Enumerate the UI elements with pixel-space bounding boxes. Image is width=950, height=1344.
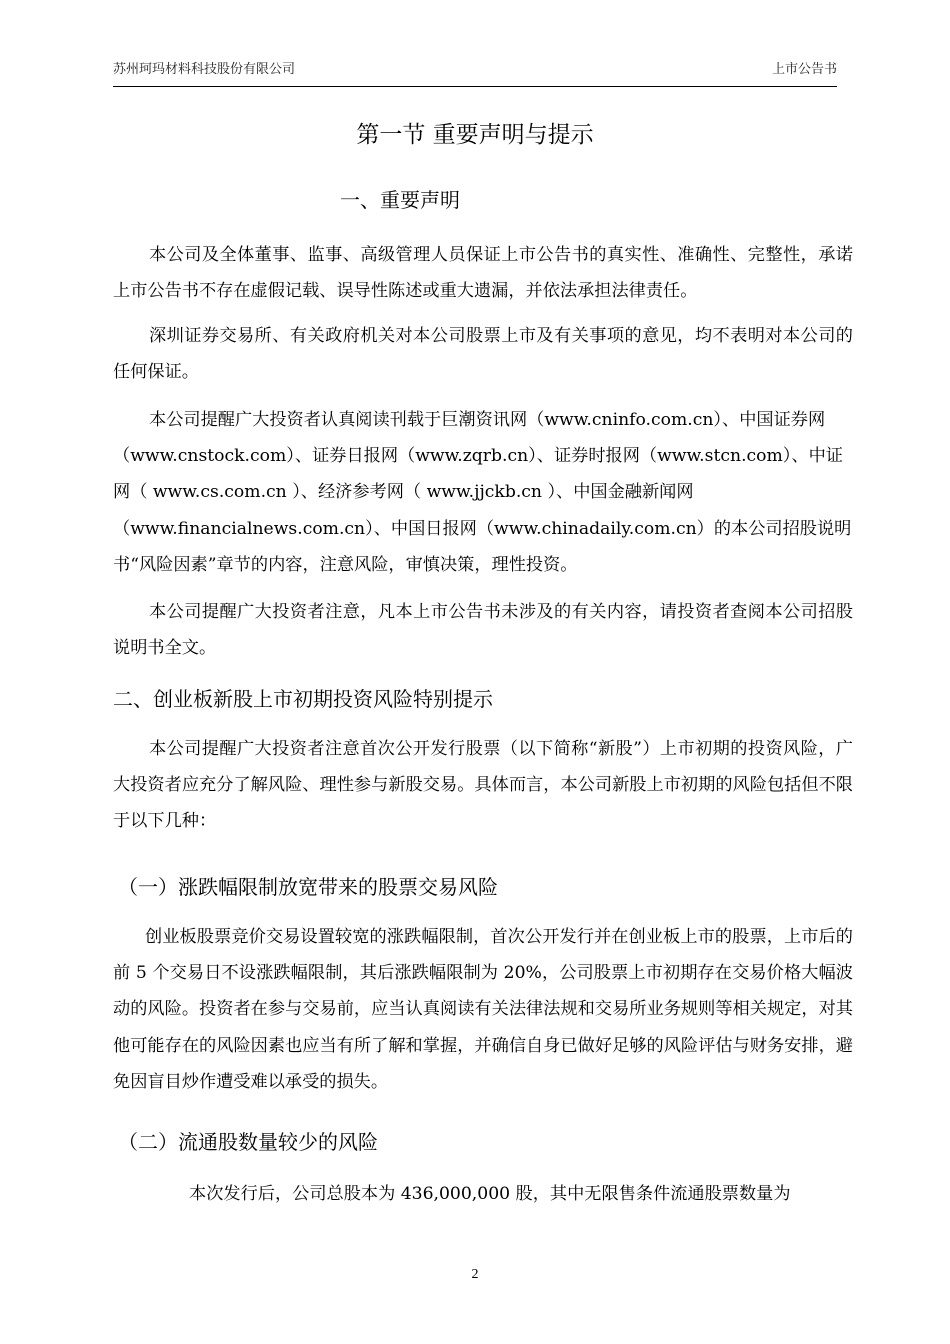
heading-risk-notice: 二、创业板新股上市初期投资风险特别提示 xyxy=(113,687,493,711)
section-title: 第一节 重要声明与提示 xyxy=(356,122,594,148)
risk-intro-paragraph: 本公司提醒广大投资者注意首次公开发行股票（以下简称“新股”）上市初期的投资风险，广大投资者应充分了解风险、理性参与新股交易。具体而言，本公司新股上市初期的风险包括但不限于以下几种： xyxy=(113,739,853,832)
heading-important-statement: 一、重要声明 xyxy=(340,188,460,212)
header-document-type: 上市公告书 xyxy=(771,62,837,77)
heading-float-shares-risk: （二）流通股数量较少的风险 xyxy=(118,1130,378,1154)
page-number: 2 xyxy=(471,1267,479,1282)
header-company-name: 苏州珂玛材料科技股份有限公司 xyxy=(113,62,296,77)
heading-price-limit-risk: （一）涨跌幅限制放宽带来的股票交易风险 xyxy=(118,875,498,899)
price-limit-risk-paragraph: 创业板股票竞价交易设置较宽的涨跌幅限制，首次公开发行并在创业板上市的股票，上市后的前 5 个交易日不设涨跌幅限制，其后涨跌幅限制为 20%，公司股票上市初期存在交易价格大幅波动的风险。投资者在参与交易前，应当认真阅读有关法律法规和交易所业务规则等相关规定，对其他可能存在的风险因素也应当有所了解和掌握，并确信自身已做好足够的风险评估与财务安排，避免因盲目炒作遭受难以承受的损失。 xyxy=(113,927,853,1092)
header-divider xyxy=(113,86,837,87)
statement-paragraph-4: 本公司提醒广大投资者注意，凡本上市公告书未涉及的有关内容，请投资者查阅本公司招股说明书全文。 xyxy=(113,602,853,659)
statement-paragraph-3: 本公司提醒广大投资者认真阅读刊载于巨潮资讯网（www.cninfo.com.cn）、中国证券网（www.cnstock.com）、证券日报网（www.zqrb.cn）、证券时报网（www.stcn.com）、中证网（ www.cs.com.cn ）、经济参考网（ www.jjckb.cn ）、中国金融新闻网（www.financialnews.com.cn）、中国日报网（www.chinadaily.com.cn）的本公司招股说明书“风险因素”章节的内容，注意风险，审慎决策，理性投资。 xyxy=(113,410,852,575)
float-shares-risk-paragraph: 本次发行后，公司总股本为 436,000,000 股，其中无限售条件流通股票数量为 xyxy=(189,1184,791,1204)
statement-paragraph-2: 深圳证券交易所、有关政府机关对本公司股票上市及有关事项的意见，均不表明对本公司的任何保证。 xyxy=(113,326,853,383)
statement-paragraph-1: 本公司及全体董事、监事、高级管理人员保证上市公告书的真实性、准确性、完整性，承诺上市公告书不存在虚假记载、误导性陈述或重大遗漏，并依法承担法律责任。 xyxy=(113,245,853,302)
